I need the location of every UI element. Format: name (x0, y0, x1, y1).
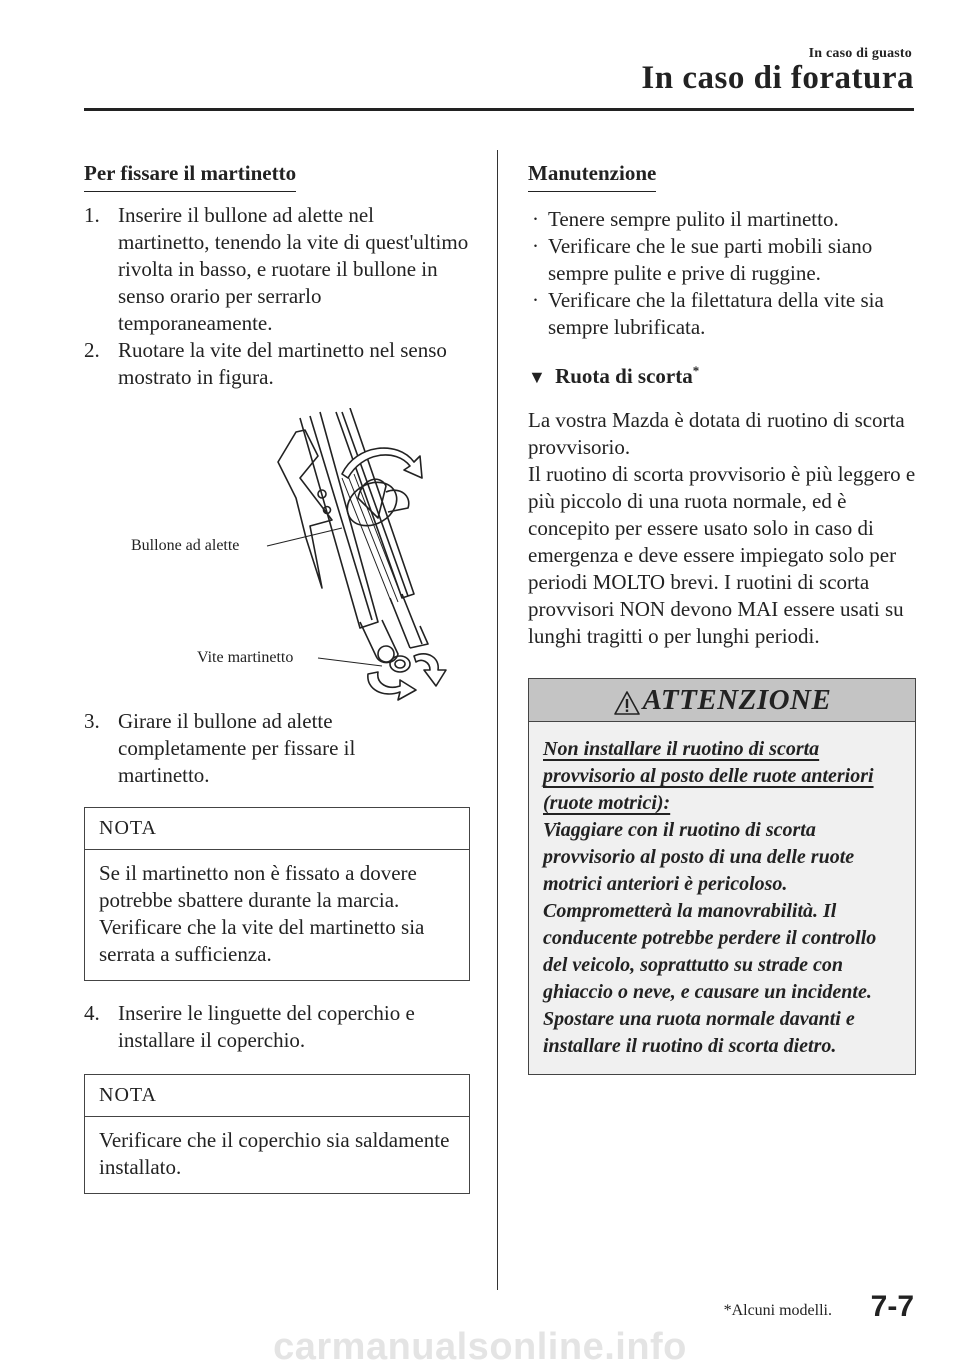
right-column (528, 160, 916, 650)
step-4 (84, 1000, 464, 1054)
warning-text: Viaggiare con il ruotino di scorta provvisorio al posto di una delle ruote motrici anteriori è pericoloso. Comprometterà la manovrabilità. Il conducente potrebbe perdere il controllo del veicolo, soprattutto su strade con ghiaccio o neve, e causare un incidente. Spostare una ruota normale davanti e installare il ruotino di scorta dietro. (543, 819, 877, 1057)
label-bullone-ad-alette: Bullone ad alette (131, 537, 240, 554)
step-3 (84, 708, 414, 789)
header-rule (84, 108, 914, 111)
bullet-dot: · (532, 234, 539, 258)
page-number: 7-7 (870, 1290, 914, 1323)
section-title: In caso di foratura (641, 60, 914, 96)
step-text: Inserire il bullone ad alette nel martinetto, tenendo la vite di quest'ultimo rivolta in basso, e ruotare il bullone in senso orario per serrarlo temporaneamente. (118, 203, 469, 335)
warning-header (529, 679, 915, 722)
note-body: Verificare che il coperchio sia saldamente installato. (99, 1128, 450, 1179)
maintenance-item: · Tenere sempre pulito il martinetto. (532, 207, 839, 231)
steps-list (84, 202, 470, 391)
label-vite-martinetto: Vite martinetto (197, 649, 294, 666)
maintenance-item: · Verificare che le sue parti mobili siano sempre pulite e prive di ruggine. (532, 234, 873, 285)
warning-headline: Non installare il ruotino di scorta provvisorio al posto delle ruote anteriori (ruote motrici): (543, 738, 874, 814)
step-text: Girare il bullone ad alette completamente per fissare il martinetto. (118, 709, 356, 787)
triangle-marker-icon: ▼ (528, 367, 546, 387)
left-column (84, 160, 470, 391)
maintenance-item: · Verificare che la filettatura della vite sia sempre lubrificata. (532, 288, 884, 339)
step-1 (84, 202, 470, 337)
note-box-1 (84, 807, 470, 981)
column-divider (497, 150, 498, 1290)
step-number: 4. (84, 1001, 100, 1025)
fixing-jack-title: Per fissare il martinetto (84, 160, 296, 192)
footnote-asterisk: * (692, 363, 700, 378)
warning-box (528, 678, 916, 1075)
bullet-dot: · (532, 207, 539, 231)
warning-triangle-icon (613, 690, 641, 721)
spare-para-2: Il ruotino di scorta provvisorio è più leggero e più piccolo di una ruota normale, ed è concepito per essere usato solo in caso di emergenza e deve essere impiegato solo per periodi MOLTO brevi. I ruotini di scorta provvisori NON devono MAI essere usati su lunghi tragitti o per lunghi periodi. (528, 462, 916, 648)
step-number: 2. (84, 338, 100, 362)
maintenance-title: Manutenzione (528, 160, 656, 192)
step-number: 1. (84, 203, 100, 227)
spare-wheel-title: Ruota di scorta (555, 364, 693, 388)
watermark: carmanualsonline.info (273, 1326, 687, 1368)
step-text: Inserire le linguette del coperchio e installare il coperchio. (118, 1001, 415, 1052)
spare-para-1: La vostra Mazda è dotata di ruotino di scorta provvisorio. (528, 408, 905, 459)
spare-wheel-heading (528, 357, 916, 391)
footnote: *Alcuni modelli. (723, 1302, 832, 1319)
warning-title: ATTENZIONE (642, 684, 832, 716)
chapter-title: In caso di guasto (808, 46, 912, 61)
step-2 (84, 337, 470, 391)
step-text: Ruotare la vite del martinetto nel senso mostrato in figura. (118, 338, 447, 389)
jack-figure (110, 408, 470, 706)
note-box-2 (84, 1074, 470, 1194)
bullet-dot: · (532, 288, 539, 312)
maintenance-list (528, 206, 916, 341)
note-body: Se il martinetto non è fissato a dovere potrebbe sbattere durante la marcia. Verificare che la vite del martinetto sia serrata a sufficienza. (99, 861, 425, 966)
step-number: 3. (84, 709, 100, 733)
note-heading: NOTA (85, 808, 469, 850)
note-heading: NOTA (85, 1075, 469, 1117)
warning-body (529, 722, 915, 1074)
